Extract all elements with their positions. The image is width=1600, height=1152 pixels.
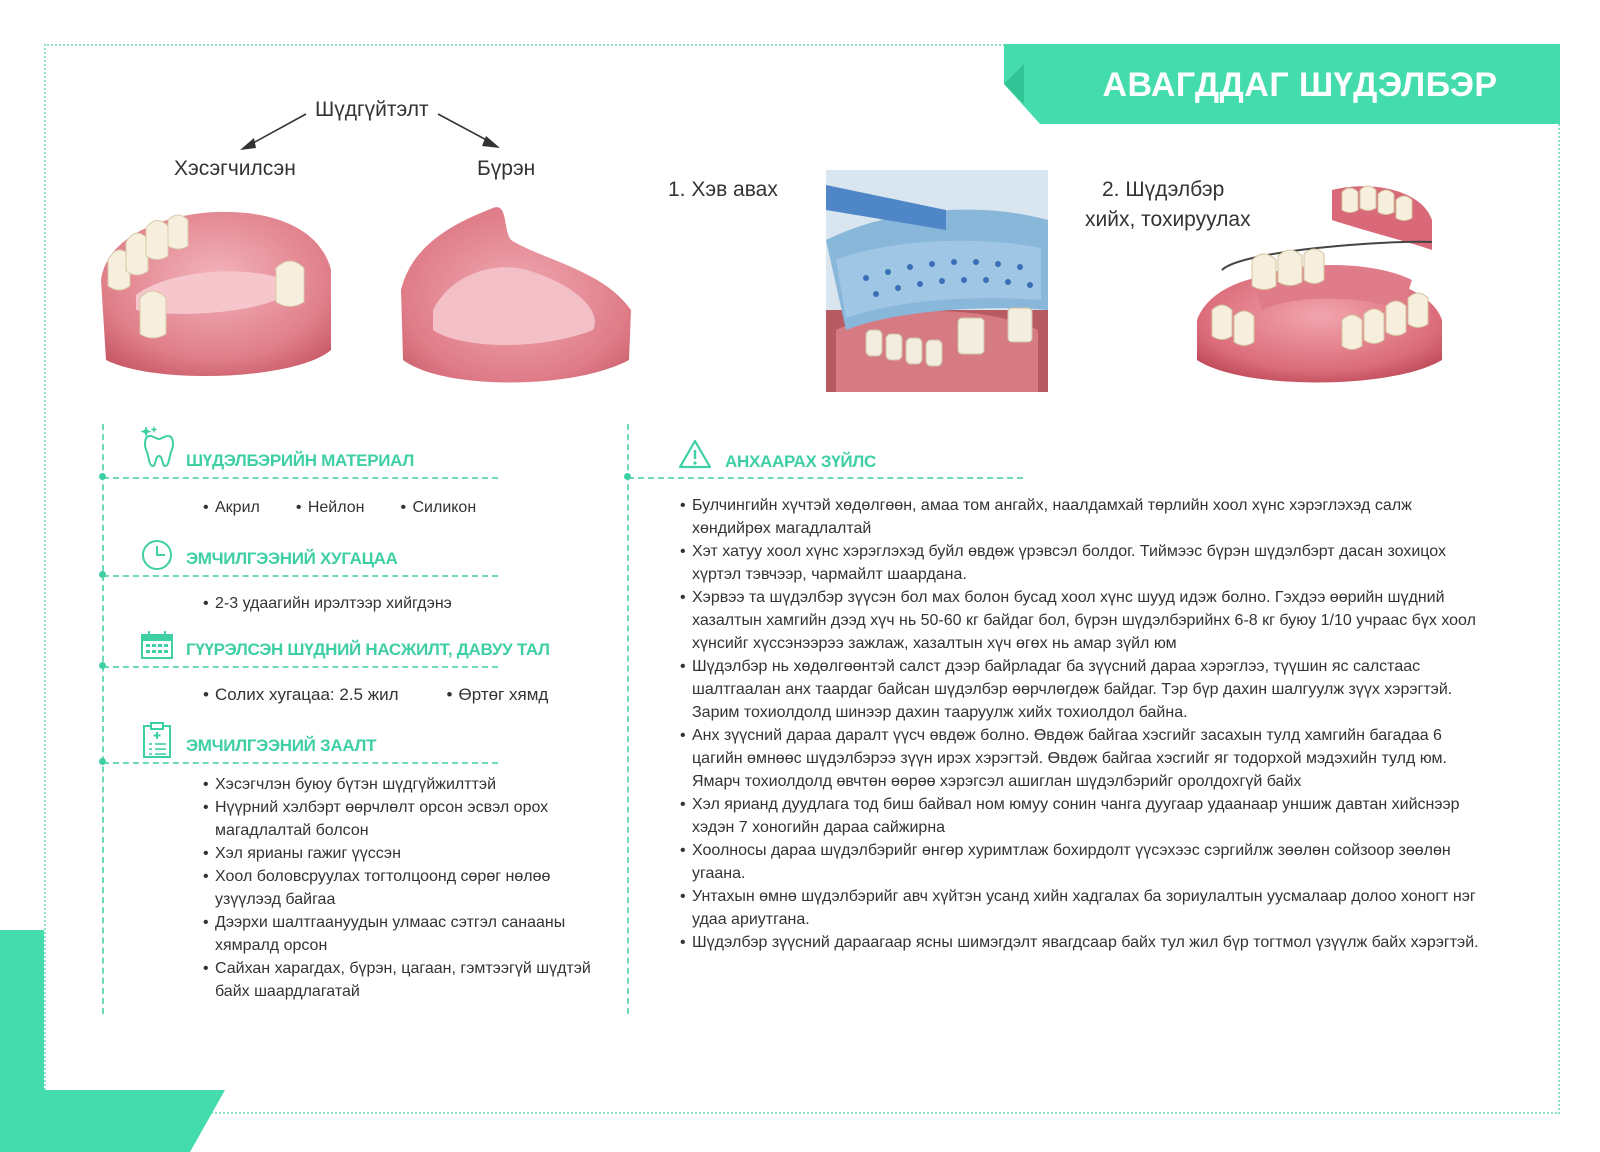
warning-icon	[678, 438, 712, 470]
list-item: • Хоол боловсруулах тогтолцоонд сөрөг нөлөө узүүлээд байгаа	[203, 865, 598, 911]
full-edentulism-image	[393, 200, 638, 390]
material-list	[203, 496, 476, 519]
list-item: • Унтахын өмнө шүдэлбэрийг авч хүйтэн усанд хийн хадгалах ба зориулалтын уусмалаар долоо хоногт нэг удаа ариутгана.	[680, 885, 1485, 931]
list-item: • Анх зүүсний дараа даралт үүсч өвдөж болно. Өвдөж байгаа хэсгийг засахын тулд хамгийн багадаа 6 цагийн өмнөөс шүдэлбэрээ зүүн ирэх хэрэгтэй. Өвдөж байгаа хэсгийг яг тодорхой мэдэхийн тулд юм. Ямарч тохиолдолд өвчтөн өөрөө хэрэгсэл ашиглан шүдэлбэрийг оролдохгүй байх	[680, 724, 1485, 793]
page-title: АВАГДДАГ ШҮДЭЛБЭР	[1102, 66, 1498, 104]
list-item: • Хоолносы дараа шүдэлбэрийг өнгөр хуримтлаж бохирдолт үүсэхээс сэргийлж зөөлөн сойзоор зөөлөн угаана.	[680, 839, 1485, 885]
step-2-label-line1: 2. Шүдэлбэр	[1102, 178, 1225, 201]
clock-icon	[140, 538, 174, 572]
list-item: • Нүүрний хэлбэрт өөрчлөлт орсон эсвэл орох магадлалтай болсон	[203, 796, 598, 842]
attention-section-title: АНХААРАХ ЗҮЙЛС	[725, 452, 876, 471]
clipboard-icon	[142, 721, 172, 759]
lifespan-divider-dot	[99, 662, 106, 669]
calendar-icon	[140, 630, 174, 660]
list-item: • Силикон	[400, 496, 476, 519]
material-divider-dot	[99, 473, 106, 480]
list-item: • Өртөг хямд	[447, 683, 549, 706]
impression-tray-image	[826, 170, 1048, 392]
list-item: • Хэл ярианы гажиг үүссэн	[203, 842, 598, 865]
lifespan-list	[203, 683, 548, 706]
list-item: • Шүдэлбэр нь хөдөлгөөнтэй салст дээр байрладаг ба зүүсний дараа хэрэглээ, түүшин яс салстаас шалтгаалан анх таардаг байсан шүдэлбэр өөрчлөгдөж байдаг. Тэр бүр дахин шалгуулж зүүх хэрэгтэй. Зарим тохиолдолд шинээр дахин тааруулж хийх тохиолдол байна.	[680, 655, 1485, 724]
material-divider	[103, 477, 498, 479]
material-section-title: ШҮДЭЛБЭРИЙН МАТЕРИАЛ	[186, 451, 414, 470]
list-item: • Дээрхи шалтгаануудын улмаас сэтгэл санааны хямралд орсон	[203, 911, 598, 957]
indication-divider-dot	[99, 758, 106, 765]
step-2-label-line2: хийх, тохируулах	[1085, 208, 1251, 231]
list-item: • Солих хугацаа: 2.5 жил	[203, 683, 399, 706]
list-item: • Хэт хатуу хоол хүнс хэрэглэхэд буйл өвдөж үрэвсэл болдог. Тиймээс бүрэн шүдэлбэрт дасан зохицох хүртэл тэвчээр, чармайлт шаардана.	[680, 540, 1485, 586]
denture-image	[1192, 180, 1446, 390]
partial-edentulism-image	[96, 200, 336, 390]
list-item: • Хэсэгчлэн буюу бүтэн шүдгүйжилттэй	[203, 773, 598, 796]
list-item: • Нейлон	[296, 496, 365, 519]
step-1-label: 1. Хэв авах	[668, 178, 778, 201]
list-item: • Хэл ярианд дуудлага тод биш байвал ном юмуу сонин чанга дуугаар удаанаар уншиж давтан хийснээр хэдэн 7 хоногийн дараа сайжирна	[680, 793, 1485, 839]
list-item: • 2-3 удаагийн ирэлтээр хийгдэнэ	[203, 592, 452, 615]
list-item: • Шүдэлбэр зүүсний дараагаар ясны шимэгдэлт явагдсаар байх тул жил бүр тогтмол үзүүлж байх хэрэгтэй.	[680, 931, 1485, 954]
tooth-sparkle-icon	[140, 424, 178, 468]
duration-section-title: ЭМЧИЛГЭЭНИЙ ХУГАЦАА	[186, 549, 398, 568]
right-column-guide	[627, 424, 629, 1014]
indication-list	[203, 773, 598, 1003]
list-item: • Акрил	[203, 496, 260, 519]
attention-divider	[628, 477, 1023, 479]
list-item: • Хэрвээ та шүдэлбэр зүүсэн бол мах болон бусад хоол хүнс шууд идэж болно. Гэхдээ өөрийн шүдний хазалтын хамгийн дээд хүч нь 50-60 кг байдаг бол, бүрэн шүдэлбэрийнх 6-8 кг буюу 1/10 учраас бүх хоол хүнсийг хүссэнээрээ зажлаж, хазалтын хүч өгөх нь амар зүйл юм	[680, 586, 1485, 655]
left-column-guide	[102, 424, 104, 1014]
indication-section-title: ЭМЧИЛГЭЭНИЙ ЗААЛТ	[186, 736, 377, 755]
indication-divider	[103, 762, 498, 764]
diagram-root-label: Шүдгүйтэлт	[315, 98, 429, 121]
lifespan-divider	[103, 666, 498, 668]
duration-divider-dot	[99, 571, 106, 578]
diagram-full-label: Бүрэн	[477, 157, 536, 180]
diagram-partial-label: Хэсэгчилсэн	[174, 157, 296, 180]
list-item: • Булчингийн хүчтэй хөдөлгөөн, амаа том ангайх, наалдамхай төрлийн хоол хүнс хэрэглэхэд салж хөндийрөх магадлалтай	[680, 494, 1485, 540]
corner-decoration	[0, 930, 230, 1152]
lifespan-section-title: ГҮҮРЭЛСЭН ШҮДНИЙ НАСЖИЛТ, ДАВУУ ТАЛ	[186, 640, 550, 659]
attention-divider-dot	[624, 473, 631, 480]
diagram-arrows	[236, 108, 516, 154]
attention-list	[680, 494, 1485, 954]
duration-divider	[103, 575, 498, 577]
list-item: • Сайхан харагдах, бүрэн, цагаан, гэмтээгүй шүдтэй байх шаардлагатай	[203, 957, 598, 1003]
duration-list	[203, 592, 452, 615]
